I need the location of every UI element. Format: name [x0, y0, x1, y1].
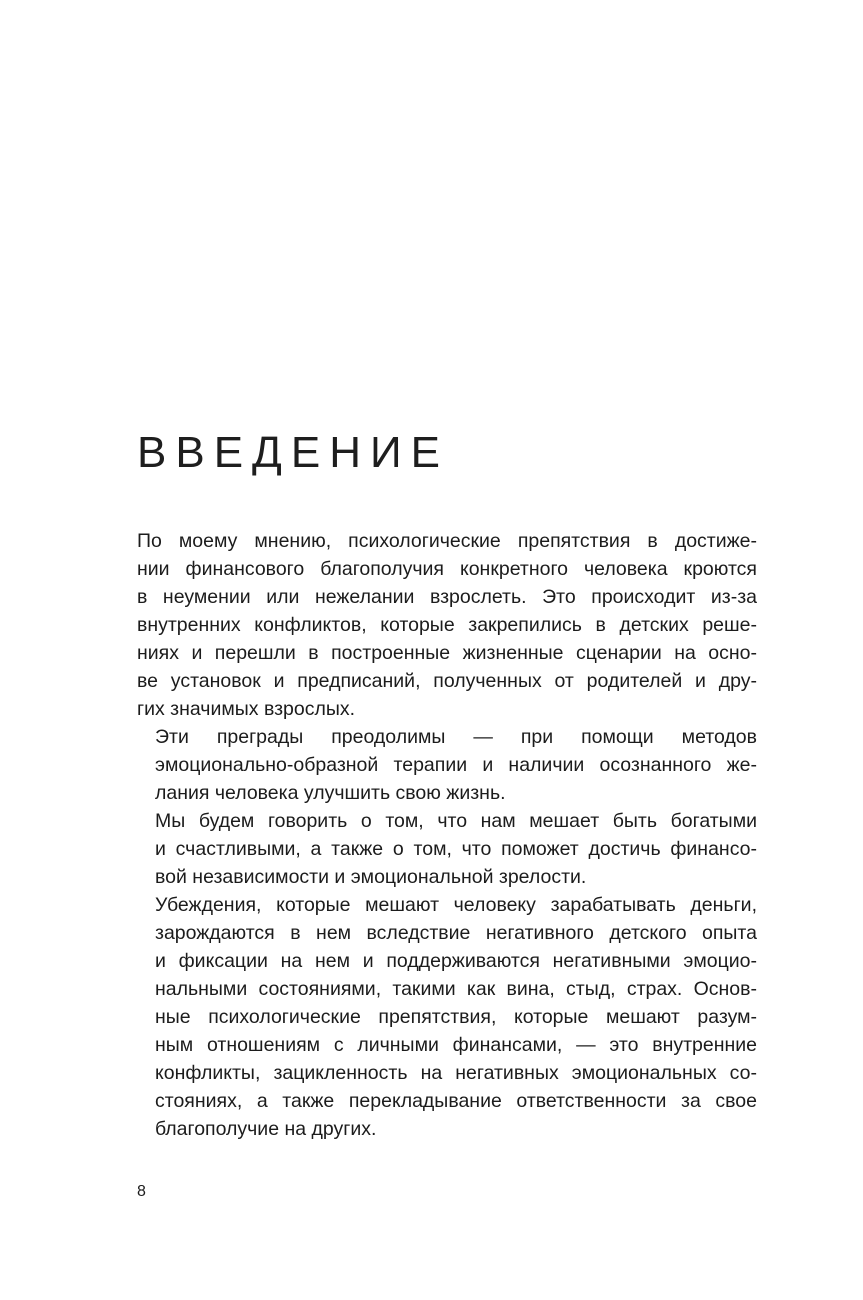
paragraph-2 [137, 723, 757, 807]
text-line: ве установок и предписаний, полученных от родителей и дру- [137, 670, 757, 692]
page-number: 8 [137, 1183, 146, 1200]
text-line: нии финансового благополучия конкретного человека кроются [137, 558, 757, 580]
body-text [137, 527, 757, 1143]
text-line: лания человека улучшить свою жизнь. [155, 782, 506, 804]
text-line: нальными состояниями, такими как вина, стыд, страх. Основ- [155, 978, 757, 1000]
text-line: и счастливыми, а также о том, что поможет достичь финансо- [155, 838, 757, 860]
text-line: гих значимых взрослых. [137, 698, 356, 720]
text-line: благополучие на других. [155, 1118, 377, 1140]
text-line: Эти преграды преодолимы — при помощи методов [155, 726, 757, 748]
text-line: вой независимости и эмоциональной зрелости. [155, 866, 587, 888]
text-line: зарождаются в нем вследствие негативного детского опыта [155, 922, 757, 944]
text-line: Мы будем говорить о том, что нам мешает быть богатыми [155, 810, 757, 832]
text-line: внутренних конфликтов, которые закрепились в детских реше- [137, 614, 757, 636]
paragraph-4 [137, 891, 757, 1143]
text-line: По моему мнению, психологические препятствия в достиже- [137, 530, 757, 552]
text-line: в неумении или нежелании взрослеть. Это происходит из-за [137, 586, 757, 608]
paragraph-1 [137, 527, 757, 723]
text-line: ным отношениям с личными финансами, — это внутренние [155, 1034, 757, 1056]
text-line: и фиксации на нем и поддерживаются негативными эмоцио- [155, 950, 757, 972]
text-line: Убеждения, которые мешают человеку зарабатывать деньги, [155, 894, 757, 916]
text-line: конфликты, зацикленность на негативных эмоциональных со- [155, 1062, 757, 1084]
text-line: эмоционально-образной терапии и наличии осознанного же- [155, 754, 757, 776]
text-line: ниях и перешли в построенные жизненные сценарии на осно- [137, 642, 757, 664]
paragraph-3 [137, 807, 757, 891]
text-line: стояниях, а также перекладывание ответственности за свое [155, 1090, 757, 1112]
chapter-title: ВВЕДЕНИЕ [137, 428, 449, 477]
text-line: ные психологические препятствия, которые мешают разум- [155, 1006, 757, 1028]
